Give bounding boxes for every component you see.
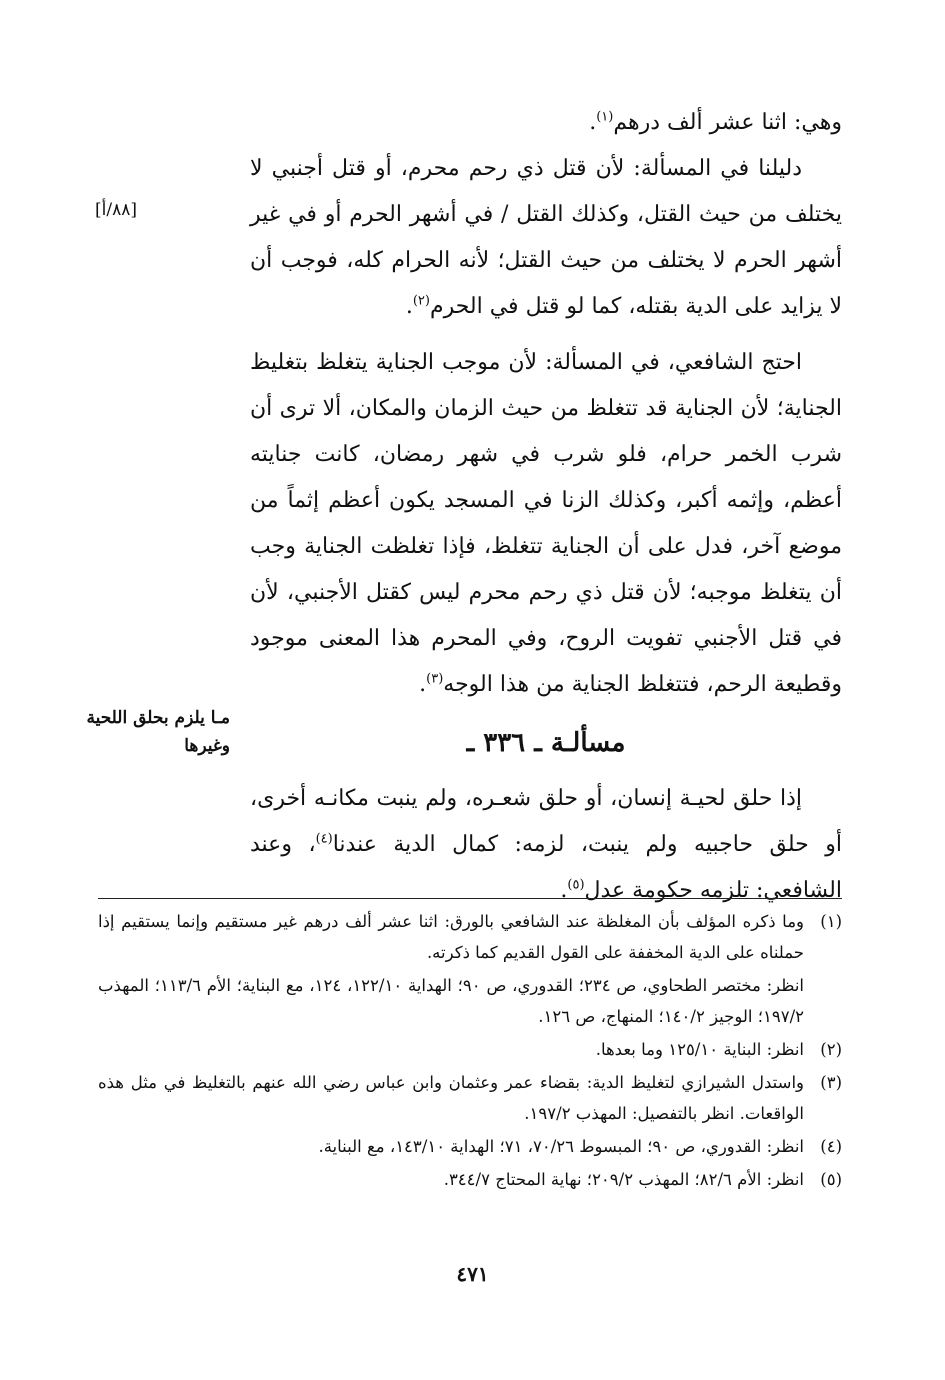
footnote-ref-3[interactable]: (٣) (426, 671, 444, 687)
footnote-ref-2[interactable]: (٢) (412, 293, 430, 309)
footnote (98, 1067, 842, 1129)
footnote-text: انظر: الأم ٨٢/٦؛ المهذب ٢٠٩/٢؛ نهاية المحتاج ٣٤٤/٧. (443, 1170, 804, 1189)
paragraph-1: وهي: اثنا عشر ألف درهم$^{(١)}$. (589, 109, 842, 135)
footnote-number: (٢) (820, 1040, 842, 1059)
footnote-number: (١) (820, 912, 842, 931)
footnote (98, 1131, 842, 1162)
footnote-divider (98, 898, 842, 899)
footnote-number: (٣) (820, 1073, 842, 1092)
footnote-number: (٥) (820, 1170, 842, 1189)
paragraph-2: دليلنا في المسألة: لأن قتل ذي رحم محرم، أو قتل أجنبي لا يختلف من حيث القتل، وكذلك القتل / في أشهر الحرم أو في غير أشهر الحرم لا يختلف من حيث القتل؛ لأنه الحرام كله، فوجب أن لا يزايد على الدية بقتله، كما لو قتل في الحرم$^{(٢)}$. (250, 156, 842, 319)
footnote-text: انظر: البناية ١٢٥/١٠ وما بعدها. (595, 1040, 804, 1059)
footnote-text: وما ذكره المؤلف بأن المغلظة عند الشافعي بالورق: اثنا عشر ألف درهم غير مستقيم وإنما يستقيم إذا حملناه على الدية المخففة على القول القديم كما ذكرته. (98, 912, 804, 962)
footnote-text: واستدل الشيرازي لتغليظ الدية: بقضاء عمر وعثمان وابن عباس رضي الله عنهم بالتغليظ في مثل هذه الواقعات. انظر بالتفصيل: المهذب ١٩٧/٢. (98, 1073, 804, 1123)
footnote (98, 1164, 842, 1195)
footnote-ref-4[interactable]: (٤) (315, 831, 333, 847)
footnote (98, 906, 842, 968)
side-title: مـا يلزم بحلق اللحية وغيرها (86, 708, 230, 756)
masala-heading: مسألـة ـ ٣٣٦ ـ (466, 728, 626, 758)
footnote-text: انظر: القدوري، ص ٩٠؛ المبسوط ٧٠/٢٦، ٧١؛ الهداية ١٤٣/١٠، مع البناية. (318, 1137, 804, 1156)
main-text (250, 100, 842, 914)
footnote-number (804, 970, 842, 1032)
footnote-number: (٤) (820, 1137, 842, 1156)
page-number: ٤٧١ (456, 1262, 489, 1286)
footnote (98, 970, 842, 1032)
footnote-ref-5[interactable]: (٥) (567, 877, 585, 893)
footnotes (98, 906, 842, 1197)
footnote (98, 1034, 842, 1065)
footnote-ref-1[interactable]: (١) (596, 109, 614, 125)
folio-marker: [٨٨/أ] (95, 200, 137, 220)
paragraph-4: إذا حلق لحيـة إنسان، أو حلق شعـره، ولم ينبت مكانـه أخرى، أو حلق حاجبيه ولم ينبت، لزمه: كمال الدية عندنا$^{(٤)}$، وعند الشافعي: تلزمه حكومة عدل$^{(٥)}$. (250, 786, 843, 903)
paragraph-3: احتج الشافعي، في المسألة: لأن موجب الجناية يتغلظ بتغليظ الجناية؛ لأن الجناية قد تتغلظ من حيث الزمان والمكان، ألا ترى أن شرب الخمر حرام، فلو شرب في شهر رمضان، كانت جنايته أعظم، وإثمه أكبر، وكذلك الزنا في المسجد يكون أعظم إثماً من موضع آخر، فدل على أن الجناية تتغلظ، فإذا تغلظت الجناية وجب أن يتغلظ موجبه؛ لأن قتل ذي رحم محرم ليس كقتل الأجنبي، لأن في قتل الأجنبي تفويت الروح، وفي المحرم هذا المعنى موجود وقطيعة الرحم، فتتغلظ الجناية من هذا الوجه$^{(٣)}$. (250, 350, 842, 697)
footnote-text: انظر: مختصر الطحاوي، ص ٢٣٤؛ القدوري، ص ٩٠؛ الهداية ١٢٢/١٠، ١٢٤، مع البناية؛ الأم ١١٣/٦؛ المهذب ١٩٧/٢؛ الوجيز ١٤٠/٢؛ المنهاج، ص ١٢٦. (98, 976, 804, 1026)
